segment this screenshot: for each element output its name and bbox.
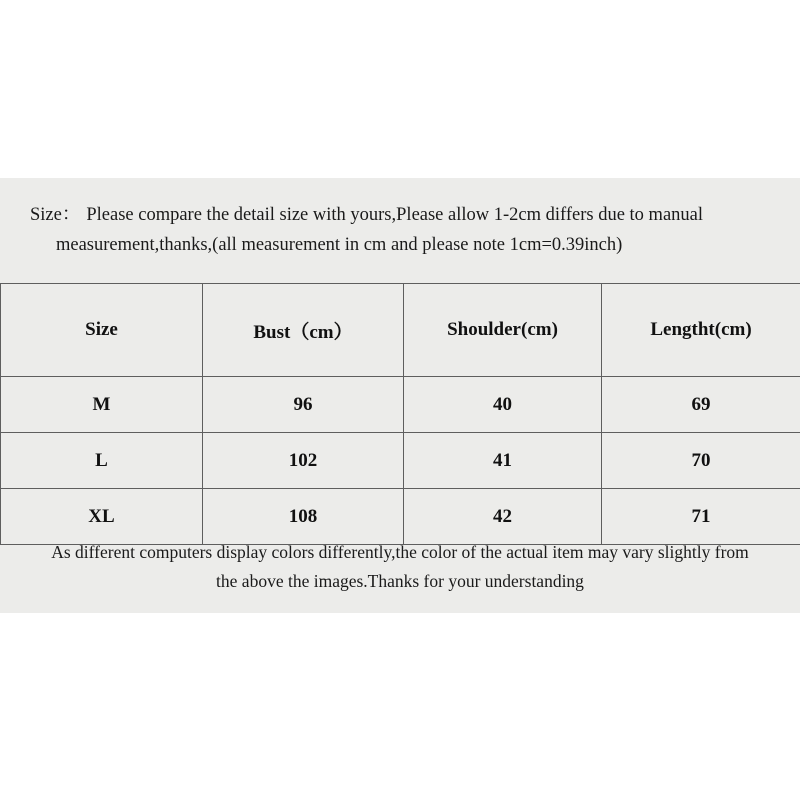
footnote-line-1: As different computers display colors differently,the color of the actual item may vary slightly from	[51, 542, 749, 562]
cell-length: 69	[602, 377, 800, 433]
cell-bust: 96	[203, 377, 404, 433]
cell-size: L	[1, 433, 203, 489]
table-row	[1, 489, 800, 545]
intro-line-2: measurement,thanks,(all measurement in cm and please note 1cm=0.39inch)	[56, 235, 623, 255]
cell-shoulder: 42	[404, 489, 602, 545]
cell-shoulder: 41	[404, 433, 602, 489]
intro-line-1-text: Please compare the detail size with yours,Please allow 1-2cm differs due to manual	[86, 205, 704, 225]
intro-label: Size：	[30, 205, 81, 225]
table-header-shoulder: Shoulder(cm)	[404, 284, 602, 377]
cell-length: 71	[602, 489, 800, 545]
cell-length: 70	[602, 433, 800, 489]
size-table	[0, 283, 800, 545]
cell-shoulder: 40	[404, 377, 602, 433]
footnote-line-2: the above the images.Thanks for your understanding	[216, 571, 584, 591]
table-row	[1, 433, 800, 489]
table-row	[1, 377, 800, 433]
table-header-row	[1, 284, 800, 377]
cell-size: XL	[1, 489, 203, 545]
table-header-size: Size	[1, 284, 203, 377]
cell-bust: 108	[203, 489, 404, 545]
intro-line-1	[30, 200, 770, 230]
footnote-text	[0, 538, 800, 596]
table-header-bust: Bust（cm）	[203, 284, 404, 377]
cell-bust: 102	[203, 433, 404, 489]
table-header-length: Lengtht(cm)	[602, 284, 800, 377]
cell-size: M	[1, 377, 203, 433]
size-chart-panel	[0, 178, 800, 613]
intro-text	[0, 200, 800, 260]
